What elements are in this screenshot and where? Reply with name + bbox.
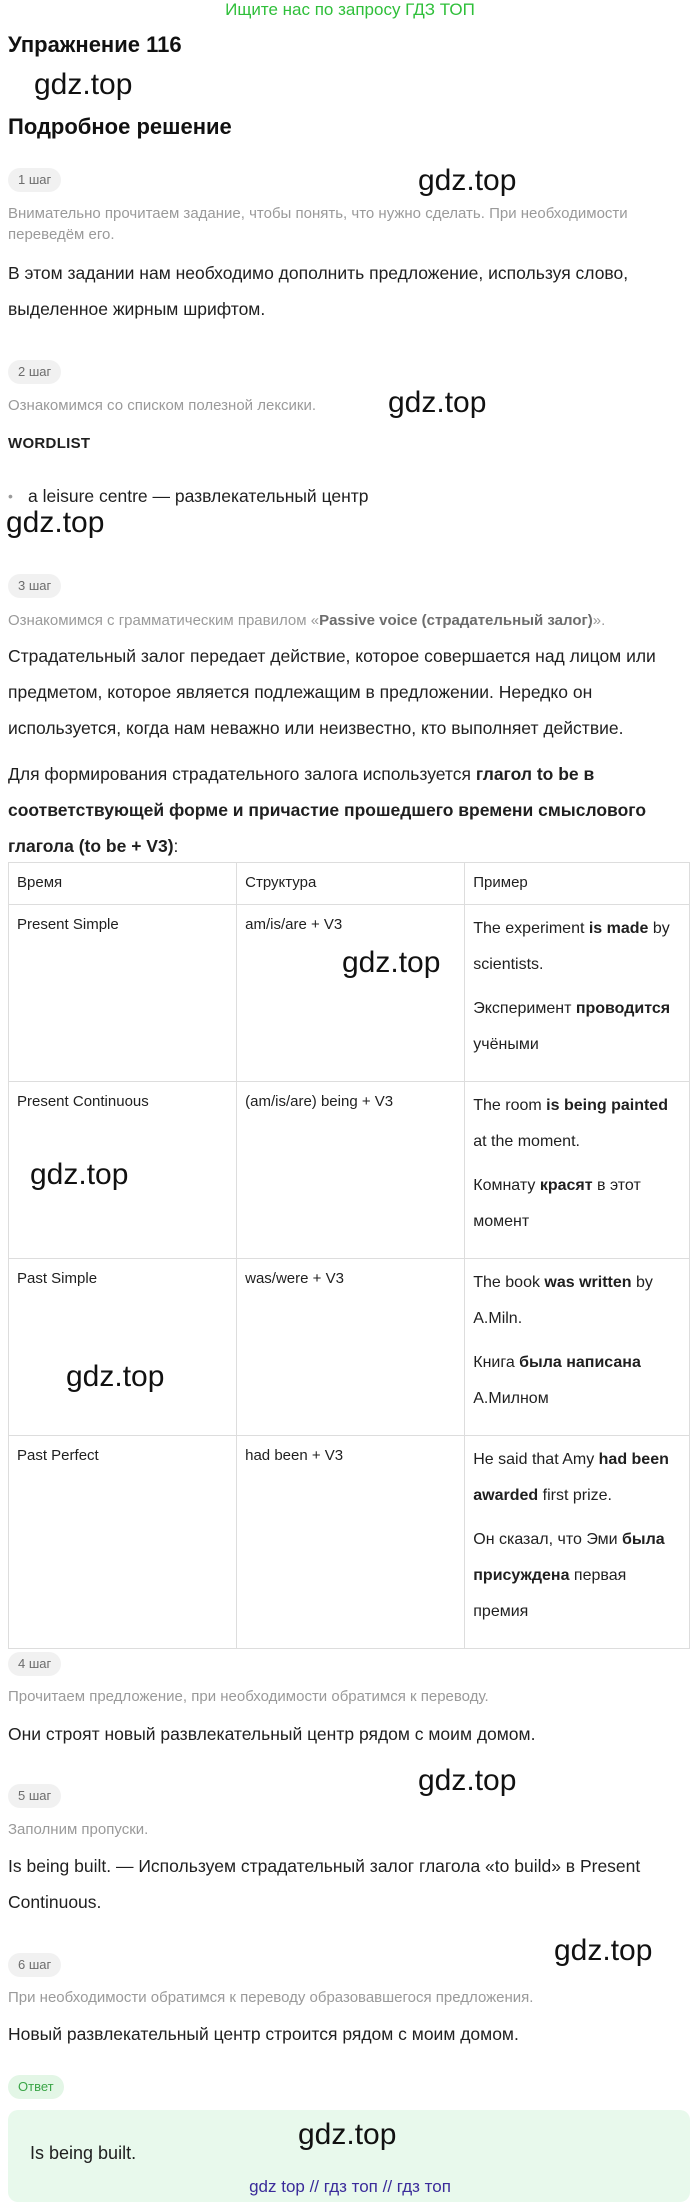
step-1-hint: Внимательно прочитаем задание, чтобы понять, что нужно сделать. При необходимости переведём его.	[8, 205, 628, 243]
watermark: gdz.top	[554, 1934, 653, 1967]
example-cell: The experiment is made by scientists. Эксперимент проводится учёными	[465, 905, 690, 1082]
footer-links[interactable]: gdz top // гдз топ // гдз топ	[249, 2177, 451, 2196]
step-badge-6: 6 шаг	[8, 1953, 61, 1977]
step-3-paragraph-1: Страдательный залог передает действие, которое совершается над лицом или предметом, которое является подлежащим в предложении. Нередко он используется, когда нам неважно или неизвестно, кто выполняет действие.	[8, 646, 656, 738]
step-badge-5: 5 шаг	[8, 1784, 61, 1808]
step-6-hint: При необходимости обратимся к переводу образовавшегося предложения.	[8, 1989, 534, 2006]
answer-badge: Ответ	[8, 2075, 64, 2099]
tense-cell: Past Simple	[9, 1259, 237, 1436]
tense-cell: Present Simple	[9, 905, 237, 1082]
structure-cell: am/is/are + V3	[237, 905, 465, 1082]
watermark: gdz.top	[30, 1158, 129, 1191]
step-badge-3: 3 шаг	[8, 574, 61, 598]
watermark: gdz.top	[298, 2118, 397, 2151]
step-5-text: Is being built. — Используем страдательный залог глагола «to build» в Present Continuous.	[8, 1856, 641, 1912]
step-1-text: В этом задании нам необходимо дополнить предложение, используя слово, выделенное жирным шрифтом.	[8, 263, 629, 319]
table-row	[9, 1259, 690, 1436]
watermark: gdz.top	[388, 386, 487, 419]
watermark: gdz.top	[342, 946, 441, 979]
example-cell: The book was written by A.Miln. Книга была написана А.Милном	[465, 1259, 690, 1436]
tense-cell: Present Continuous	[9, 1082, 237, 1259]
example-cell: He said that Amy had been awarded first prize. Он сказал, что Эми была присуждена первая премия	[465, 1436, 690, 1649]
step-2-hint: Ознакомимся со списком полезной лексики.	[8, 397, 317, 414]
watermark: gdz.top	[66, 1360, 165, 1393]
structure-cell: was/were + V3	[237, 1259, 465, 1436]
watermark: gdz.top	[418, 1764, 517, 1797]
structure-cell: (am/is/are) being + V3	[237, 1082, 465, 1259]
example-cell: The room is being painted at the moment. Комнату красят в этот момент	[465, 1082, 690, 1259]
table-header-row	[9, 863, 690, 905]
step-4-text: Они строят новый развлекательный центр рядом с моим домом.	[8, 1724, 536, 1744]
step-4-hint: Прочитаем предложение, при необходимости обратимся к переводу.	[8, 1688, 489, 1705]
step-badge-2: 2 шаг	[8, 360, 61, 384]
grammar-table	[8, 862, 690, 1649]
answer-text: Is being built.	[30, 2143, 137, 2163]
rule-name: Passive voice (страдательный залог)	[319, 612, 593, 629]
table-header-cell: Структура	[237, 863, 465, 905]
step-5-hint: Заполним пропуски.	[8, 1821, 149, 1838]
step-3-hint: Ознакомимся с грамматическим правилом «Passive voice (страдательный залог)».	[8, 612, 606, 629]
section-title: Подробное решение	[8, 114, 232, 139]
wordlist-title: WORDLIST	[8, 435, 91, 452]
watermark: gdz.top	[418, 164, 517, 197]
table-header-cell: Пример	[465, 863, 690, 905]
page-title: Упражнение 116	[8, 32, 182, 57]
formula-bold: глагол to be в соответствующей форме и причастие прошедшего времени смыслового глагола (to be + V3)	[8, 764, 647, 856]
step-badge-1: 1 шаг	[8, 168, 61, 192]
table-row	[9, 1436, 690, 1649]
wordlist-item: • a leisure centre — развлекательный центр	[28, 486, 369, 507]
tense-cell: Past Perfect	[9, 1436, 237, 1649]
structure-cell: had been + V3	[237, 1436, 465, 1649]
step-6-text: Новый развлекательный центр строится рядом с моим домом.	[8, 2024, 519, 2044]
watermark: gdz.top	[34, 68, 133, 101]
table-header-cell: Время	[9, 863, 237, 905]
watermark: gdz.top	[6, 506, 105, 539]
step-3-paragraph-2: Для формирования страдательного залога используется глагол to be в соответствующей форме и причастие прошедшего времени смыслового глагола (to be + V3):	[8, 764, 647, 856]
table-row	[9, 905, 690, 1082]
search-hint-link[interactable]: Ищите нас по запросу ГДЗ ТОП	[225, 0, 475, 19]
step-badge-4: 4 шаг	[8, 1652, 61, 1676]
